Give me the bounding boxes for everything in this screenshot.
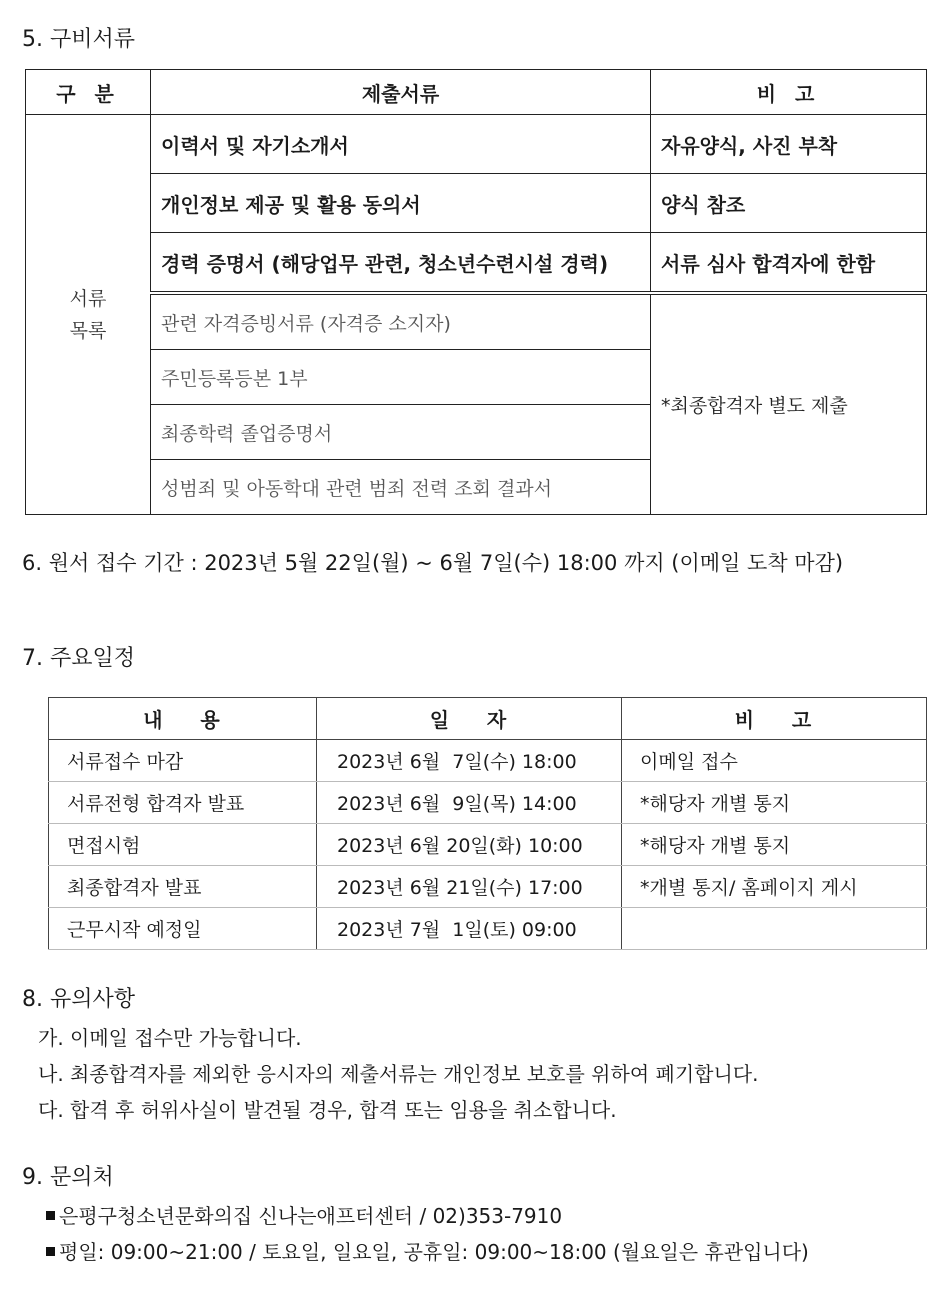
section6-application-period: 6. 원서 접수 기간 : 2023년 5월 22일(월) ~ 6월 7일(수) 18:00 까지 (이메일 도착 마감) xyxy=(22,551,844,575)
contact-text: 평일: 09:00~21:00 / 토요일, 일요일, 공휴일: 09:00~18:00 (월요일은 휴관입니다) xyxy=(59,1240,809,1264)
header-content: 내 용 xyxy=(49,698,317,740)
note-cell: 양식 참조 xyxy=(651,174,927,233)
table-row xyxy=(49,824,927,866)
note-cell: 서류 심사 합격자에 한함 xyxy=(651,233,927,294)
header-date: 일 자 xyxy=(317,698,622,740)
section8-heading: 8. 유의사항 xyxy=(22,987,135,1012)
note-cell: 자유양식, 사진 부착 xyxy=(651,115,927,174)
doc-cell: 경력 증명서 (해당업무 관련, 청소년수련시설 경력) xyxy=(151,233,651,294)
table-row xyxy=(49,908,927,950)
item-cell: 서류접수 마감 xyxy=(49,740,317,782)
doc-cell: 주민등록등본 1부 xyxy=(151,350,651,405)
doc-cell: 최종학력 졸업증명서 xyxy=(151,405,651,460)
table-row xyxy=(26,293,927,350)
section7-heading: 7. 주요일정 xyxy=(22,646,135,671)
date-cell: 2023년 6월 20일(화) 10:00 xyxy=(317,824,622,866)
date-cell: 2023년 6월 7일(수) 18:00 xyxy=(317,740,622,782)
date-cell: 2023년 6월 21일(수) 17:00 xyxy=(317,866,622,908)
note-cell: 이메일 접수 xyxy=(622,740,927,782)
section9-heading: 9. 문의처 xyxy=(22,1165,114,1190)
notice-item: 다. 합격 후 허위사실이 발견될 경우, 합격 또는 임용을 취소합니다. xyxy=(38,1098,617,1122)
item-cell: 최종합격자 발표 xyxy=(49,866,317,908)
table-header-row xyxy=(49,698,927,740)
table-row xyxy=(26,174,927,233)
section5-heading: 5. 구비서류 xyxy=(22,27,135,52)
table-row xyxy=(26,115,927,174)
schedule-table xyxy=(48,697,927,950)
notice-item: 가. 이메일 접수만 가능합니다. xyxy=(38,1026,302,1050)
contact-item xyxy=(46,1236,809,1265)
note-cell: *개별 통지/ 홈페이지 게시 xyxy=(622,866,927,908)
square-bullet-icon xyxy=(46,1247,55,1256)
table-row xyxy=(49,782,927,824)
header-documents: 제출서류 xyxy=(151,70,651,115)
header-note: 비 고 xyxy=(622,698,927,740)
notice-item: 나. 최종합격자를 제외한 응시자의 제출서류는 개인정보 보호를 위하여 폐기합니다. xyxy=(38,1062,759,1086)
header-category: 구 분 xyxy=(26,70,151,115)
date-cell: 2023년 7월 1일(토) 09:00 xyxy=(317,908,622,950)
table-row xyxy=(49,740,927,782)
header-note: 비 고 xyxy=(651,70,927,115)
doc-cell: 관련 자격증빙서류 (자격증 소지자) xyxy=(151,293,651,350)
item-cell: 서류전형 합격자 발표 xyxy=(49,782,317,824)
note-cell: *해당자 개별 통지 xyxy=(622,824,927,866)
doc-cell: 이력서 및 자기소개서 xyxy=(151,115,651,174)
note-cell: *해당자 개별 통지 xyxy=(622,782,927,824)
doc-cell: 성범죄 및 아동학대 관련 범죄 전력 조회 결과서 xyxy=(151,460,651,515)
required-documents-table xyxy=(25,69,927,515)
category-label: 서류 목록 xyxy=(69,287,107,342)
item-cell: 근무시작 예정일 xyxy=(49,908,317,950)
contact-text: 은평구청소년문화의집 신나는애프터센터 / 02)353-7910 xyxy=(59,1204,563,1228)
square-bullet-icon xyxy=(46,1211,55,1220)
doc-cell: 개인정보 제공 및 활용 동의서 xyxy=(151,174,651,233)
category-cell xyxy=(26,115,151,515)
item-cell: 면접시험 xyxy=(49,824,317,866)
table-header-row xyxy=(26,70,927,115)
merged-note-cell: *최종합격자 별도 제출 xyxy=(651,293,927,515)
table-row xyxy=(26,233,927,294)
contact-item xyxy=(46,1200,562,1229)
date-cell: 2023년 6월 9일(목) 14:00 xyxy=(317,782,622,824)
table-row xyxy=(49,866,927,908)
note-cell xyxy=(622,908,927,950)
